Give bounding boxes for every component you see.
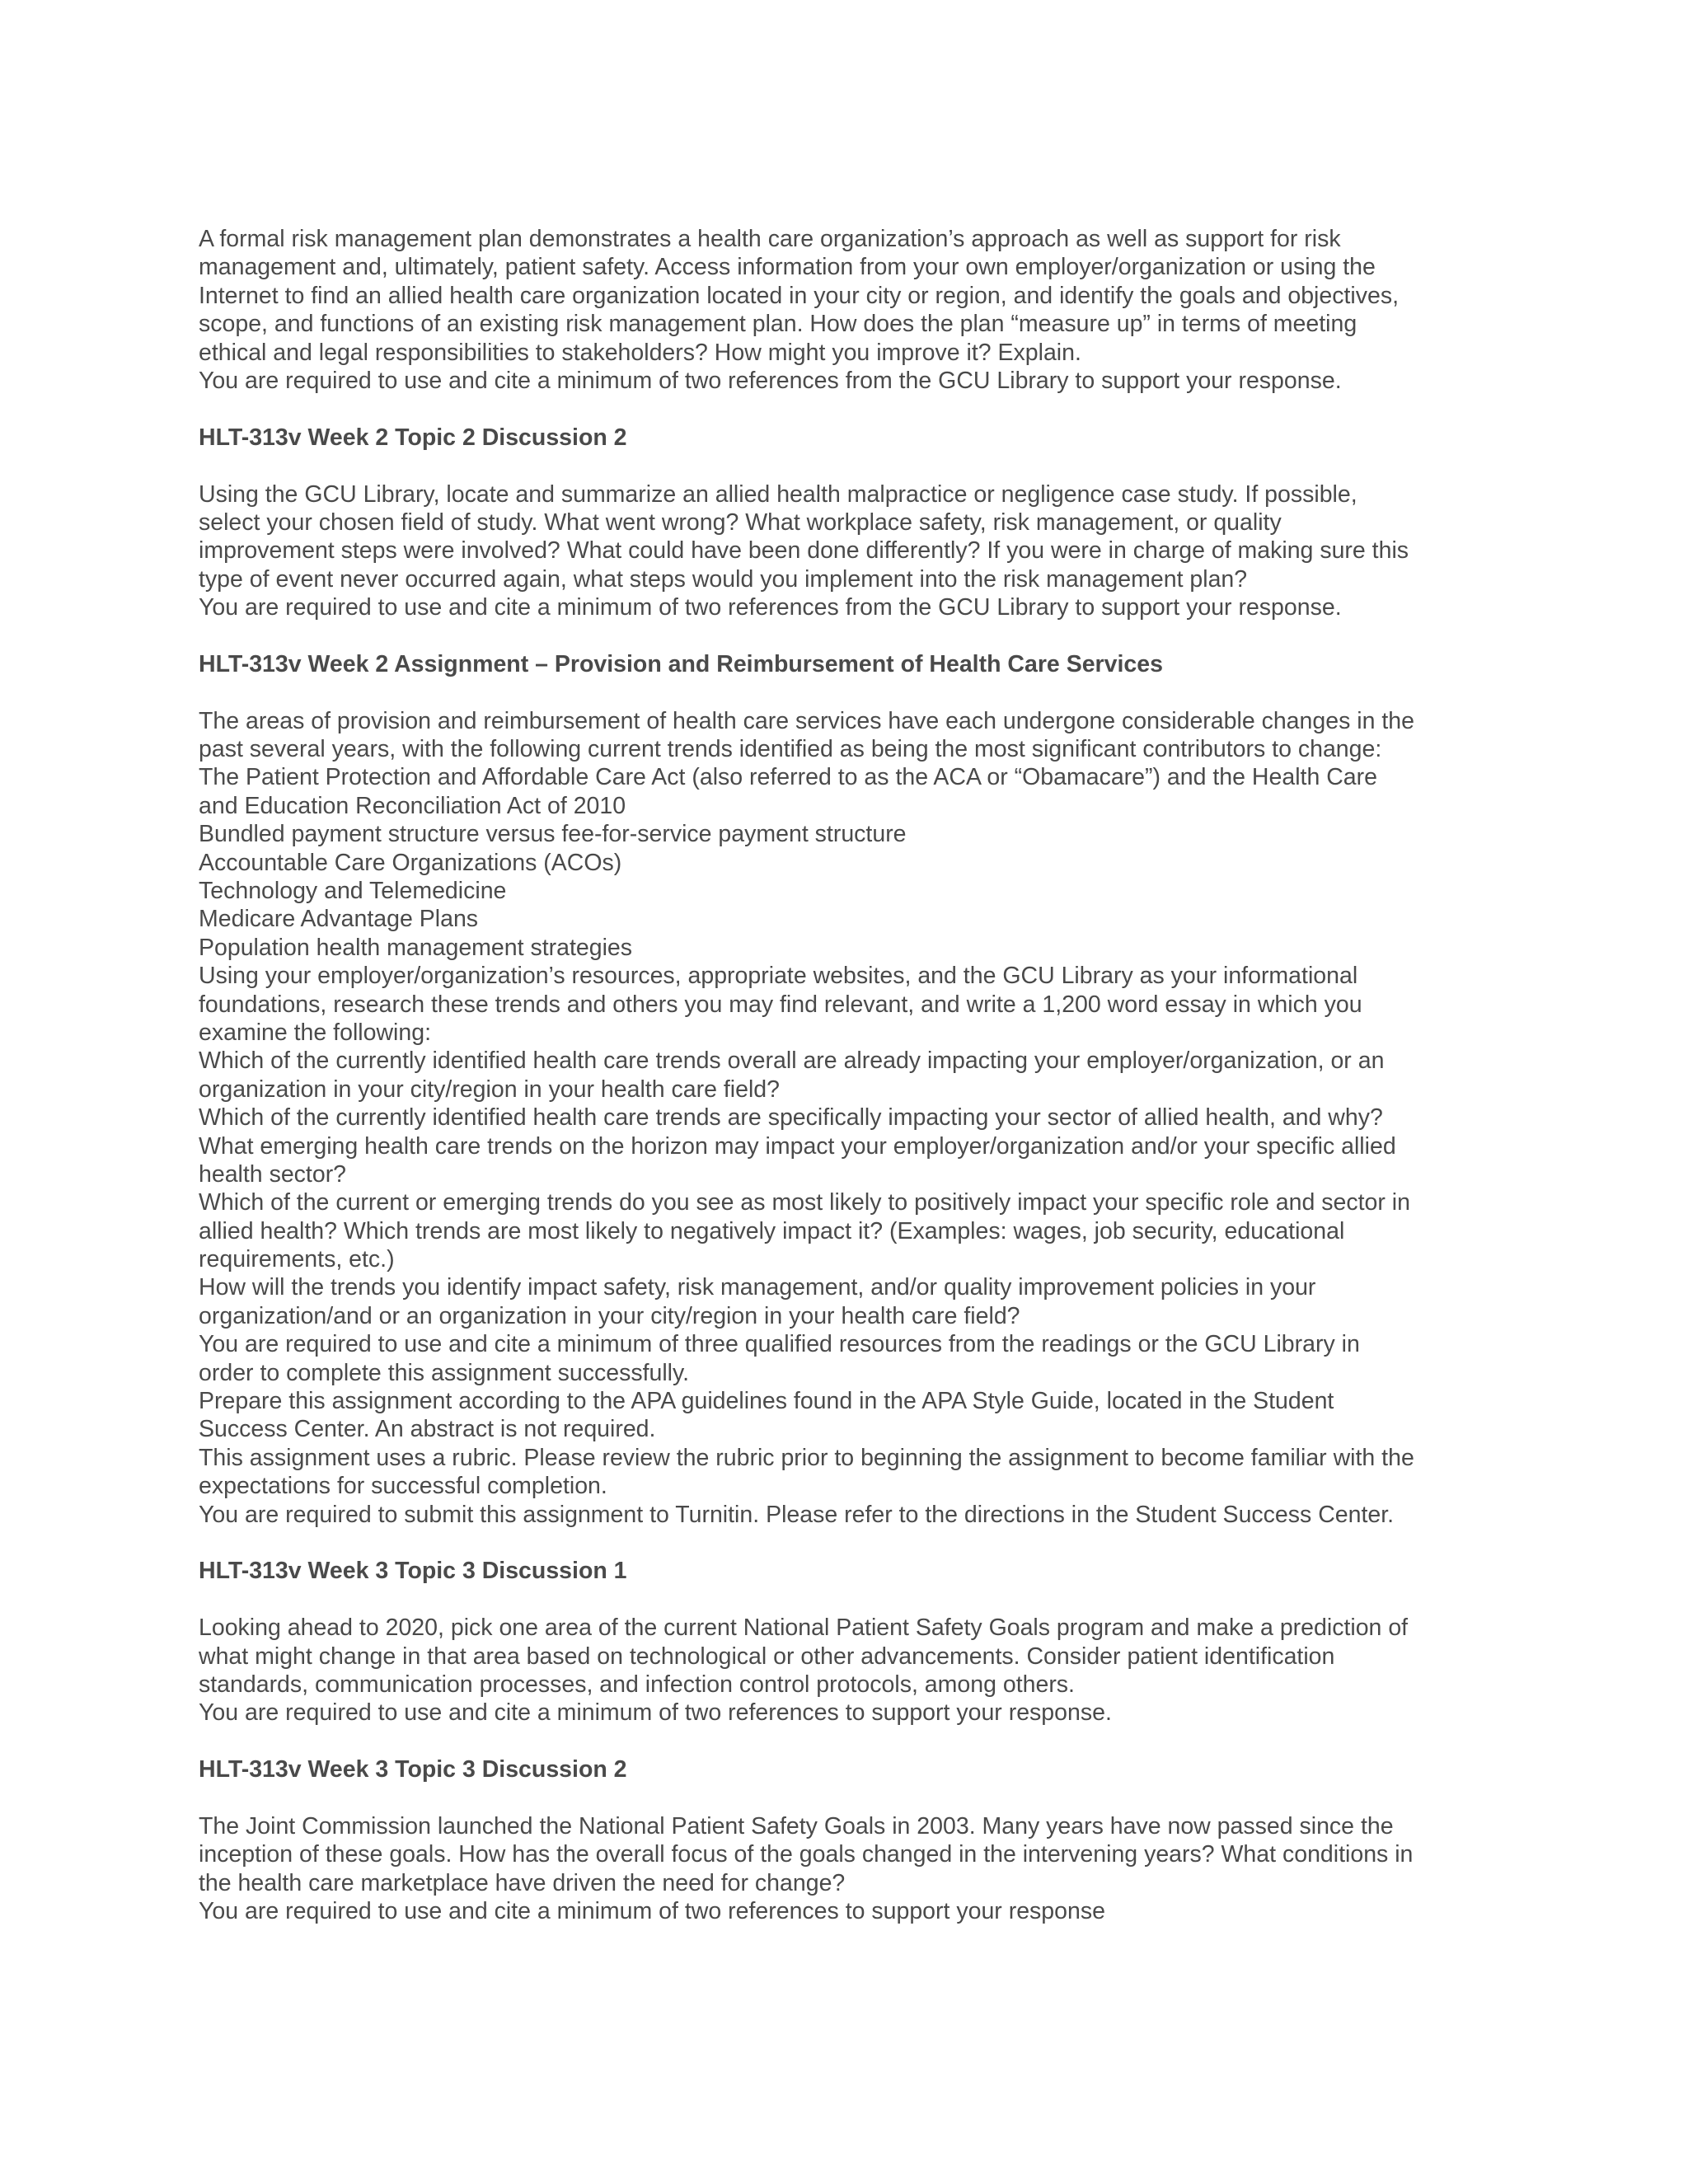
body-line: Prepare this assignment according to the APA guidelines found in the APA Style Guide, located in the Student bbox=[199, 1388, 1334, 1415]
spacer bbox=[199, 678, 1501, 706]
body-line: How will the trends you identify impact safety, risk management, and/or quality improvement policies in your bbox=[199, 1274, 1316, 1301]
spacer bbox=[199, 452, 1501, 480]
body-line: You are required to use and cite a minimum of two references from the GCU Library to support your response. bbox=[199, 594, 1342, 621]
section-heading: HLT-313v Week 2 Topic 2 Discussion 2 bbox=[199, 424, 627, 451]
body-line: The Joint Commission launched the National Patient Safety Goals in 2003. Many years have now passed since the bbox=[199, 1812, 1394, 1840]
document-page bbox=[199, 225, 1501, 1925]
spacer bbox=[199, 1529, 1501, 1557]
body-line: Which of the currently identified health care trends are specifically impacting your sector of allied health, and why? bbox=[199, 1104, 1383, 1132]
spacer bbox=[199, 621, 1501, 649]
spacer bbox=[199, 1783, 1501, 1811]
body-line: Looking ahead to 2020, pick one area of the current National Patient Safety Goals program and make a prediction of bbox=[199, 1615, 1409, 1642]
body-line: This assignment uses a rubric. Please review the rubric prior to beginning the assignment to become familiar with the bbox=[199, 1444, 1414, 1471]
body-line: the health care marketplace have driven the need for change? bbox=[199, 1869, 846, 1896]
body-line: What emerging health care trends on the horizon may impact your employer/organization and/or your specific allied bbox=[199, 1132, 1396, 1160]
body-line: what might change in that area based on technological or other advancements. Consider patient identification bbox=[199, 1643, 1335, 1670]
spacer bbox=[199, 1727, 1501, 1755]
body-line: The Patient Protection and Affordable Care Act (also referred to as the ACA or “Obamacare”) and the Health Care bbox=[199, 764, 1377, 791]
body-line: order to complete this assignment successfully. bbox=[199, 1359, 690, 1386]
body-line: inception of these goals. How has the overall focus of the goals changed in the intervening years? What conditions in bbox=[199, 1841, 1414, 1868]
body-line: scope, and functions of an existing risk management plan. How does the plan “measure up” in terms of meeting bbox=[199, 311, 1357, 338]
body-line: management and, ultimately, patient safety. Access information from your own employer/organization or using the bbox=[199, 254, 1376, 281]
spacer bbox=[199, 395, 1501, 423]
body-line: Using your employer/organization’s resources, appropriate websites, and the GCU Library as your informational bbox=[199, 963, 1358, 990]
section-body bbox=[199, 1614, 1501, 1727]
body-line: Accountable Care Organizations (ACOs) bbox=[199, 849, 622, 876]
section-body bbox=[199, 1812, 1501, 1926]
body-line: Which of the currently identified health care trends overall are already impacting your employer/organization, or an bbox=[199, 1047, 1385, 1075]
body-line: organization in your city/region in your health care field? bbox=[199, 1076, 780, 1103]
section-heading: HLT-313v Week 2 Assignment – Provision and Reimbursement of Health Care Services bbox=[199, 650, 1163, 677]
body-line: Medicare Advantage Plans bbox=[199, 906, 479, 933]
section-heading: HLT-313v Week 3 Topic 3 Discussion 1 bbox=[199, 1558, 627, 1585]
body-line: health sector? bbox=[199, 1160, 347, 1188]
body-line: You are required to use and cite a minimum of two references from the GCU Library to support your response. bbox=[199, 367, 1342, 394]
body-line: Success Center. An abstract is not required. bbox=[199, 1416, 656, 1443]
body-line: foundations, research these trends and others you may find relevant, and write a 1,200 word essay in which you bbox=[199, 991, 1362, 1018]
body-line: requirements, etc.) bbox=[199, 1246, 395, 1273]
body-line: improvement steps were involved? What could have been done differently? If you were in charge of making sure this bbox=[199, 537, 1409, 565]
body-line: A formal risk management plan demonstrates a health care organization’s approach as well as support for risk bbox=[199, 226, 1341, 252]
body-line: select your chosen field of study. What went wrong? What workplace safety, risk management, or quality bbox=[199, 509, 1282, 536]
spacer bbox=[199, 1586, 1501, 1614]
body-line: You are required to use and cite a minimum of three qualified resources from the readings or the GCU Library in bbox=[199, 1331, 1360, 1358]
section-body bbox=[199, 707, 1501, 1529]
body-line: and Education Reconciliation Act of 2010 bbox=[199, 792, 626, 819]
body-line: standards, communication processes, and infection control protocols, among others. bbox=[199, 1671, 1075, 1698]
body-line: examine the following: bbox=[199, 1019, 431, 1046]
section-body bbox=[199, 480, 1501, 622]
body-line: expectations for successful completion. bbox=[199, 1473, 607, 1500]
body-line: past several years, with the following current trends identified as being the most significant contributors to change: bbox=[199, 736, 1382, 763]
body-line: You are required to submit this assignment to Turnitin. Please refer to the directions in the Student Success Center. bbox=[199, 1501, 1395, 1528]
section-heading: HLT-313v Week 3 Topic 3 Discussion 2 bbox=[199, 1756, 627, 1783]
body-line: type of event never occurred again, what steps would you implement into the risk management plan? bbox=[199, 565, 1248, 593]
body-line: You are required to use and cite a minimum of two references to support your response. bbox=[199, 1699, 1112, 1727]
body-line: The areas of provision and reimbursement of health care services have each undergone considerable changes in the bbox=[199, 707, 1414, 734]
body-line: Population health management strategies bbox=[199, 934, 633, 961]
body-line: You are required to use and cite a minimum of two references to support your response bbox=[199, 1898, 1105, 1925]
intro-paragraph bbox=[199, 225, 1501, 395]
body-line: Bundled payment structure versus fee-for-service payment structure bbox=[199, 821, 907, 848]
body-line: ethical and legal responsibilities to stakeholders? How might you improve it? Explain. bbox=[199, 339, 1081, 366]
body-line: allied health? Which trends are most likely to negatively impact it? (Examples: wages, job security, educational bbox=[199, 1217, 1345, 1244]
body-line: Which of the current or emerging trends do you see as most likely to positively impact your specific role and sector in bbox=[199, 1189, 1410, 1216]
body-line: organization/and or an organization in your city/region in your health care field? bbox=[199, 1302, 1020, 1329]
body-line: Internet to find an allied health care organization located in your city or region, and identify the goals and objectives, bbox=[199, 282, 1399, 309]
body-line: Using the GCU Library, locate and summarize an allied health malpractice or negligence case study. If possible, bbox=[199, 480, 1357, 508]
body-line: Technology and Telemedicine bbox=[199, 877, 507, 904]
